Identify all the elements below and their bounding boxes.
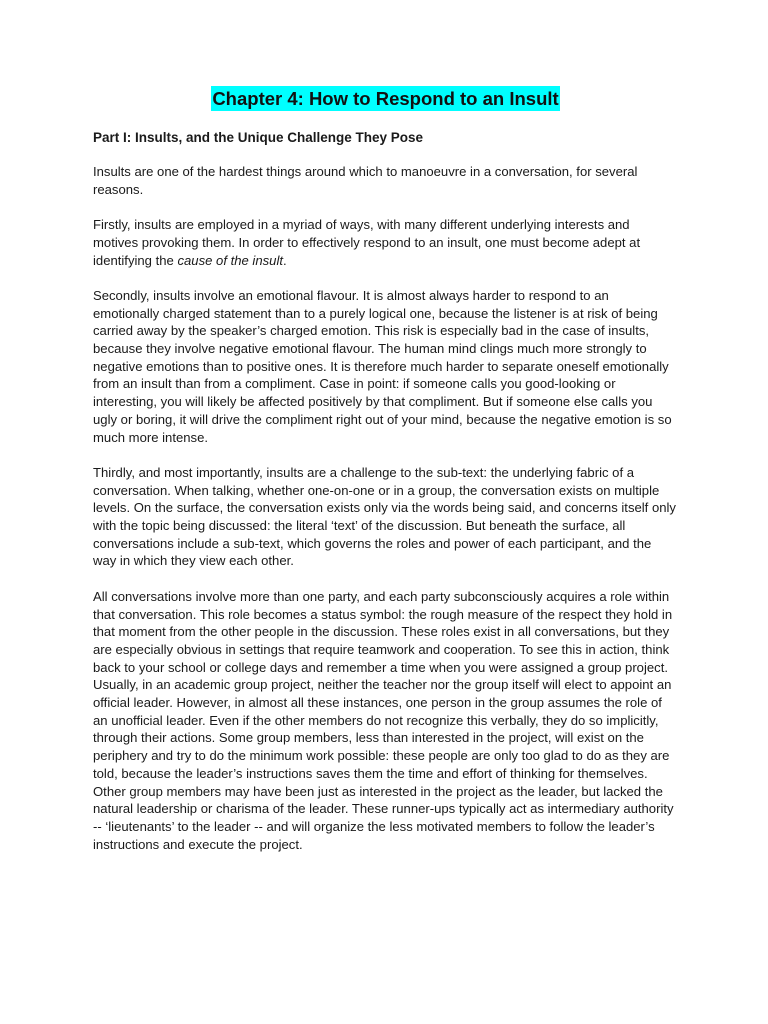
paragraph-firstly-emphasis: cause of the insult bbox=[177, 252, 283, 268]
paragraph-roles: All conversations involve more than one party, and each party subconsciously acquires a role within that conversation. This role becomes a status symbol: the rough measure of the respect they hold in that moment from the other people in the discussion. These roles exist in all conversations, but they are especially obvious in settings that require teamwork and cooperation. To see this in action, think back to your school or college days and remember a time when you were assigned a group project. Usually, in an academic group project, neither the teacher nor the group itself will elect to appoint an official leader. However, in almost all these instances, one person in the group assumes the role of an unofficial leader. Even if the other members do not recognize this verbally, they do so implicitly, through their actions. Some group members, less than interested in the project, will exist on the periphery and try to do the minimum work possible: these people are only too glad to do as they are told, because the leader’s instructions saves them the time and effort of thinking for themselves. Other group members may have been just as interested in the project as the leader, but lacked the natural leadership or charisma of the leader. These runner-ups typically act as intermediary authority -- ‘lieutenants’ to the leader -- and will organize the less motivated members to follow the leader’s instructions and execute the project. bbox=[93, 588, 674, 852]
paragraph-firstly-end: . bbox=[283, 252, 287, 268]
document-page bbox=[93, 86, 678, 871]
paragraph-reasons-intro: Insults are one of the hardest things around which to manoeuvre in a conversation, for several reasons. bbox=[93, 164, 638, 197]
paragraph-secondly: Secondly, insults involve an emotional flavour. It is almost always harder to respond to an emotionally charged statement than to a purely logical one, because the listener is at risk of being carried away by the speaker’s charged emotion. This risk is especially bad in the case of insults, because they involve negative emotional flavour. The human mind clings much more strongly to negative emotions than to positive ones. It is therefore much harder to separate oneself emotionally from an insult than from a compliment. Case in point: if someone calls you good-looking or interesting, you will likely be affected positively by that compliment. But if someone else calls you ugly or boring, it will drive the compliment right out of your mind, because the negative emotion is so much more intense. bbox=[93, 287, 672, 445]
chapter-title: Chapter 4: How to Respond to an Insult bbox=[212, 88, 559, 109]
paragraph-firstly bbox=[93, 216, 678, 269]
paragraph-thirdly: Thirdly, and most importantly, insults are a challenge to the sub-text: the underlying fabric of a conversation. When talking, whether one-on-one or in a group, the conversation exists on multiple levels. On the surface, the conversation exists only via the words being said, and concerns itself only with the topic being discussed: the literal ‘text’ of the discussion. But beneath the surface, all conversations include a sub-text, which governs the roles and power of each participant, and the way in which they view each other. bbox=[93, 464, 676, 569]
paragraph-firstly-text: Firstly, insults are employed in a myriad of ways, with many different underlying interests and motives provoking them. In order to effectively respond to an insult, one must become adept at identifying the bbox=[93, 217, 641, 268]
section-heading: Part I: Insults, and the Unique Challenge They Pose bbox=[93, 130, 424, 145]
chapter-title-wrapper bbox=[93, 86, 678, 111]
